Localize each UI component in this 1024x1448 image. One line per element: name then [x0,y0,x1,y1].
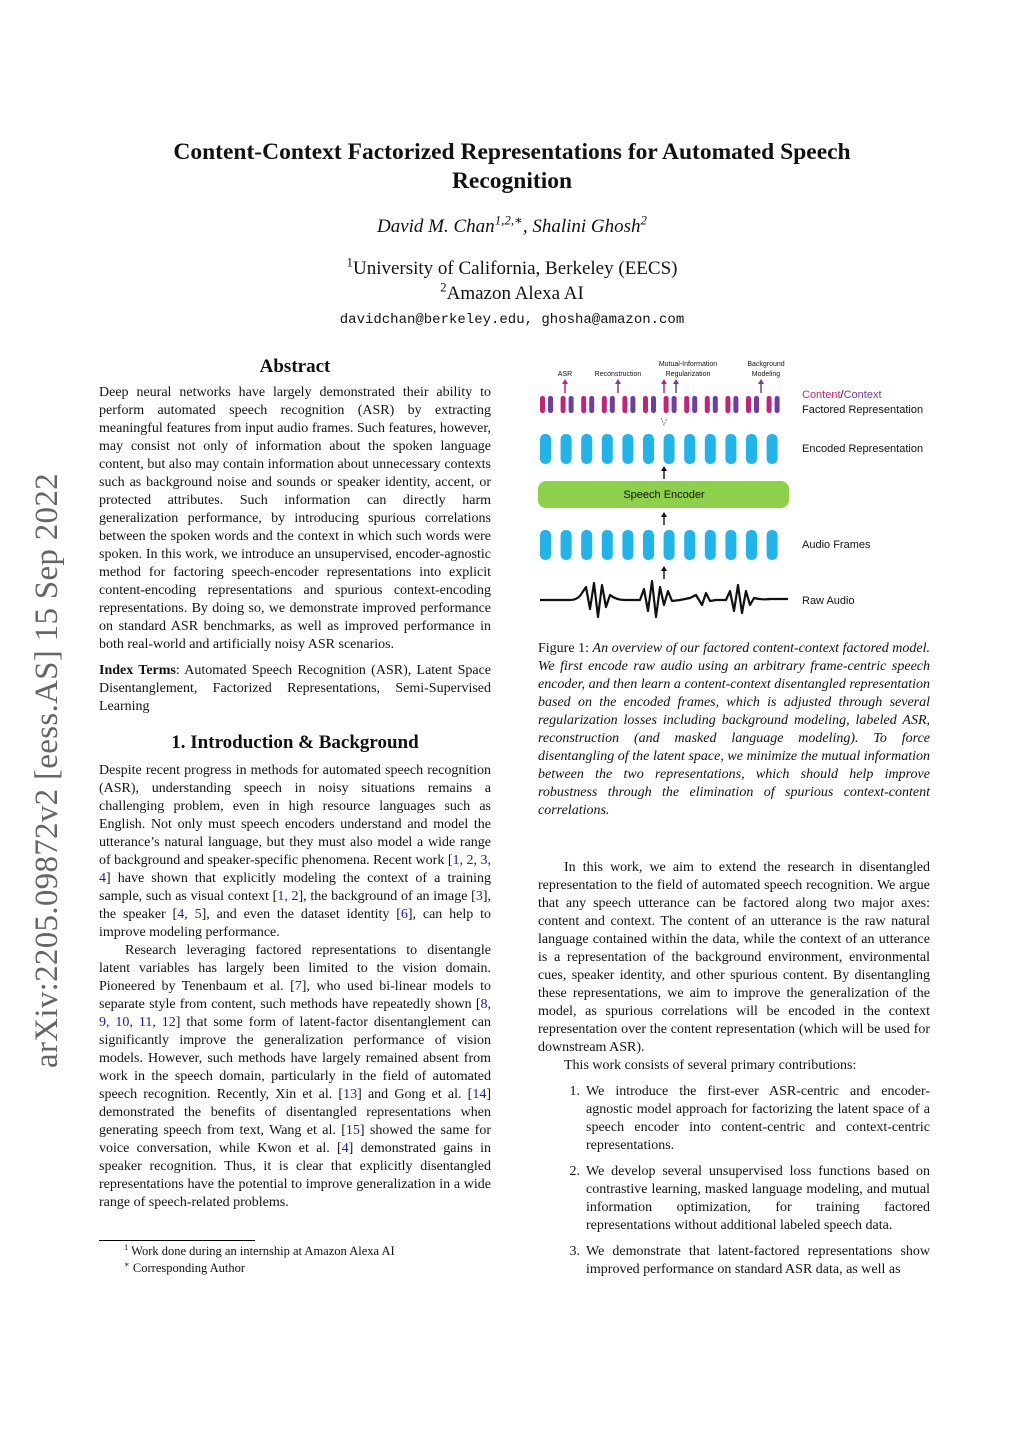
index-terms [99,662,491,716]
contribution-item [538,1083,930,1155]
content-bar [622,396,627,413]
content-bar [540,396,545,413]
arrow-audio-up-head [661,566,667,571]
right-paragraph-2: This work consists of several primary contributions: [564,1058,857,1073]
contribution-number: 2. [569,1164,580,1179]
audio-frame-bar [684,530,695,560]
abstract-text: Deep neural networks have largely demonstrated their ability to perform automated speech recognition (ASR) by extracting meaningful features from input audio frames. Such features, however, may consist not only of information about the spoken language content, but also may contain information about unnecessary contexts such as background noise and sounds or speaker identity, accent, or protected attributes. Such information can directly harm generalization performance, by introducing spurious correlations between the spoken words and the context in which such words were spoken. In this work, we introduce an unsupervised, encoder-agnostic method for factoring speech-encoder representations into explicit content-encoding representations and spurious context-encoding representations. By doing so, we demonstrate improved performance on standard ASR benchmarks, as well as improved performance in both real-world and artificially noisy ASR scenarios. [99,385,491,652]
slash: / [840,389,844,401]
index-terms-text: : Automated Speech Recognition (ASR), Latent Space Disentanglement, Factorized Representations, Semi-Supervised Learning [99,663,491,714]
audio-frame-bar [561,530,572,560]
footnote-2-text: Corresponding Author [132,1261,246,1275]
context-bar [651,396,656,413]
loss-arrows [562,379,764,393]
speech-encoder-label: Speech Encoder [623,489,705,501]
encoded-bar [602,434,613,464]
context-bar [672,396,677,413]
content-bar [705,396,710,413]
citation-link[interactable]: 1, 2 [277,889,299,904]
audio-frame-bar [622,530,633,560]
footnote-1-text: Work done during an internship at Amazon Alexa AI [131,1244,395,1258]
author-line [150,212,874,238]
audio-frame-bar [664,530,675,560]
arxiv-sidebar: arXiv:2205.09872v2 [eess.AS] 15 Sep 2022 [28,473,65,1068]
citation-link[interactable]: 7 [294,979,302,994]
context-word: Context [843,389,882,401]
paper-title [150,138,874,196]
encoded-bar [643,434,654,464]
context-bar [775,396,780,413]
intro-paragraph-1 [99,762,491,942]
intro-p1-text-2: ], the background of an image [ [298,889,476,904]
label-mi-line2: Regularization [665,371,711,378]
citation-link[interactable]: 14 [472,1087,487,1102]
audio-frame-bar [602,530,613,560]
content-context-label [802,389,882,401]
raw-audio-waveform [540,581,788,617]
intro-p1-text-4: ], and even the dataset identity [ [201,907,401,922]
author-2-affil: 2 [640,212,647,228]
content-bar [602,396,607,413]
encoded-bar [725,434,736,464]
intro-p2-text-2: ] that some form of latent-factor disentanglement can significantly improve the generalization performance of vision models. However, such methods have largely remained absent from work in the speech domain, particularly in the field of automated speech recognition. Recently, Xin et al. [ [99,1015,492,1102]
raw-audio-label: Raw Audio [802,595,855,607]
factored-representation-bars [540,396,780,413]
encoded-bar [561,434,572,464]
label-bg-line1: Background [747,361,785,368]
contributions-list [538,1083,930,1279]
label-asr: ASR [557,371,573,378]
label-bg-line2: Modeling [751,371,781,378]
context-bar [630,396,635,413]
abstract-heading: Abstract [259,356,331,377]
audio-frame-bar [705,530,716,560]
audio-frame-bar [643,530,654,560]
citation-link[interactable]: 4 [341,1141,349,1156]
context-bar [569,396,574,413]
contribution-text: We develop several unsupervised loss functions based on contrastive learning, masked language modeling, and mutual information optimization, for training factored representations without additional labeled speech data. [586,1164,930,1233]
content-bar [581,396,586,413]
arrow-mi-2-head [673,379,679,384]
content-bar [684,396,689,413]
intro-p1-text-1: ] have shown that explicitly modeling the context of a training sample, such as visual context [ [99,871,491,904]
caption-label: Figure 1: [538,641,593,656]
footnote-rule [99,1240,255,1241]
intro-p2-text-6: ] demonstrated gains in speaker recognition. Thus, it is clear that explicitly disentangled representations have the potential to improve generalization in a wide range of speech-related problems. [99,1141,492,1210]
audio-frames-label: Audio Frames [802,539,871,551]
contribution-text: We demonstrate that latent-factored representations show improved performance on standard ASR data, as well as [586,1244,930,1277]
audio-frame-bar [746,530,757,560]
index-terms-label: Index Terms [99,663,176,678]
audio-frame-bar [581,530,592,560]
intro-heading: 1. Introduction & Background [171,732,419,753]
citation-link[interactable]: 4, 5 [177,907,202,922]
encoded-bar [767,434,778,464]
title-line-1: Content-Context Factorized Representations for Automated Speech [173,139,851,165]
figure-1-caption [538,640,930,820]
author-2: Shalini Ghosh [532,216,641,237]
intro-p2-text-5: ] showed the same for voice conversation, while Kwon et al. [ [99,1123,491,1156]
audio-frame-bar [767,530,778,560]
content-bar [725,396,730,413]
footnote-2-mark: ∗ [124,1258,130,1269]
encoded-bar [540,434,551,464]
author-1-affil: 1,2,∗ [494,212,523,228]
arrow-mi-1-head [661,379,667,384]
contribution-number: 1. [569,1084,580,1099]
affiliation-1-text: University of California, Berkeley (EECS) [352,258,678,279]
content-bar [746,396,751,413]
encoded-label: Encoded Representation [802,443,924,455]
intro-p1-text-0: Despite recent progress in methods for automated speech recognition (ASR), understanding speech in noisy situations remains a challenging problem, even in high resource languages such as English. Not only must speech encoders understand and model the utterance’s natural language, but they must also model a wide range of background and speaker-specific phenomena. Recent work [ [99,763,491,868]
encoded-bar [664,434,675,464]
affiliation-2-text: Amazon Alexa AI [446,283,584,304]
intro-p2-text-4: ] demonstrated the benefits of disentangled representations when generating speech from text, Wang et al. [ [99,1087,491,1138]
encoded-representation-bars [540,434,778,464]
content-bar [643,396,648,413]
audio-frame-bars [540,530,778,560]
label-mi-line1: Mutual-Information [658,361,718,368]
footnote-1 [124,1241,395,1259]
arrow-asr-head [562,379,568,384]
encoded-bar [581,434,592,464]
label-reconstruction: Reconstruction [594,371,642,378]
citation-link[interactable]: 13 [343,1087,358,1102]
content-bar [664,396,669,413]
mi-connector [661,418,667,425]
intro-p2-text-3: ] and Gong et al. [ [357,1087,473,1102]
arrow-frames-up-head [661,512,667,517]
contribution-item [538,1243,930,1279]
right-paragraph-1: In this work, we aim to extend the research in disentangled representation to the field of automated speech recognition. We argue that any speech utterance can be factored along two major axes: content and context. The content of an utterance is the raw natural language contained within the data, while the context of an utterance is a representation of the background environment, environmental cues, speaker identity, and other spurious content. By disentangling these representations, we aim to improve the generalization of the model, as spurious correlations will be encoded in the context representation over the content representation (which will be used for downstream ASR). [538,860,930,1055]
left-column [99,358,491,1212]
content-bar [561,396,566,413]
encoded-bar [684,434,695,464]
title-line-2: Recognition [451,168,573,194]
affiliation-2-mark: 2 [440,279,447,295]
figure-1-diagram [530,355,940,620]
footnote-2 [124,1258,246,1276]
encoded-bar [746,434,757,464]
intro-p1-text-5: ], can help to improve modeling performance. [99,907,491,940]
citation-link[interactable]: 15 [345,1123,360,1138]
intro-p2-text-1: ], who used bi-linear models to separate style from content, such methods have repeatedly shown [ [99,979,492,1012]
footnote-1-mark: 1 [124,1241,129,1252]
contribution-item [538,1163,930,1235]
citation-link[interactable]: 3 [475,889,483,904]
context-bar [733,396,738,413]
context-bar [713,396,718,413]
author-emails: davidchan@berkeley.edu, ghosha@amazon.com [339,312,685,328]
arrow-reconstruction-head [615,379,621,384]
context-bar [692,396,697,413]
content-word: Content [802,389,841,401]
right-column [538,859,930,1279]
intro-p2-text-0: Research leveraging factored representations to disentangle latent variables has largely been limited to the vision domain. Pioneered by Tenenbaum et al. [ [99,943,491,994]
context-bar [548,396,553,413]
audio-frame-bar [725,530,736,560]
context-bar [610,396,615,413]
caption-text: An overview of our factored content-context factored model. We first encode raw audio using an arbitrary frame-centric speech encoder, and then learn a content-context disentangled representation based on the encoded frames, which is adjusted through several regularization losses including background modeling, labeled ASR, reconstruction (and masked language modeling). To force disentangling of the latent space, we minimize the mutual information between the two representations, which should help improve robustness through the elimination of spurious context-content correlations. [538,641,930,818]
factored-label: Factored Representation [802,404,924,416]
arrow-encoder-up-head [661,466,667,471]
content-bar [767,396,772,413]
context-bar [589,396,594,413]
contribution-number: 3. [569,1244,580,1259]
citation-link[interactable]: 1, 2, 3, 4 [99,853,492,886]
intro-p1-text-3: ], the speaker [ [99,889,491,922]
encoded-bar [622,434,633,464]
citation-link[interactable]: 8, 9, 10, 11, 12 [99,997,491,1030]
affiliation-1 [150,254,874,280]
author-1: David M. Chan [377,216,495,237]
contribution-text: We introduce the first-ever ASR-centric and encoder-agnostic model approach for factorizing the latent space of a speech encoder into content-centric and context-centric representations. [586,1084,930,1153]
affiliation-2 [150,279,874,305]
author-sep: , [522,216,533,237]
arrow-bg-head [758,379,764,384]
audio-frame-bar [540,530,551,560]
context-bar [754,396,759,413]
encoded-bar [705,434,716,464]
intro-paragraph-2 [99,942,491,1212]
citation-link[interactable]: 6 [400,907,408,922]
affiliation-1-mark: 1 [346,254,353,270]
